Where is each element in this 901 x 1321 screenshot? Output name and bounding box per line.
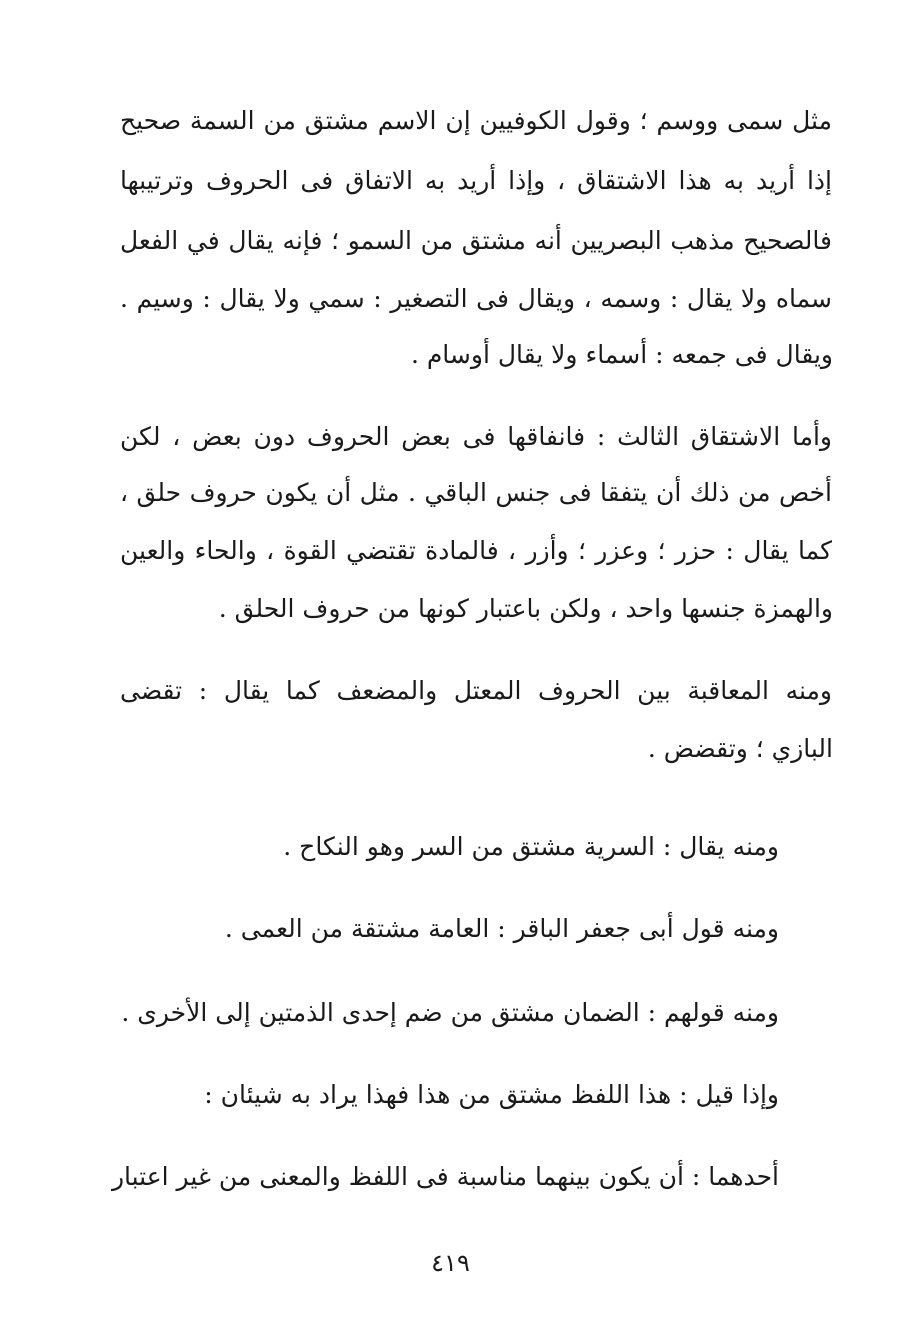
- text-line: ومنه قول أبى جعفر الباقر : العامة مشتقة من العمى .: [224, 914, 779, 943]
- text-line: كما يقال : حزر ؛ وعزر ؛ وأزر ، فالمادة تقتضي القوة ، والحاء والعين: [120, 536, 832, 565]
- page-number: ٤١٩: [431, 1249, 470, 1277]
- text-line: أخص من ذلك أن يتفقا فى جنس الباقي . مثل أن يكون حروف حلق ،: [120, 478, 832, 507]
- text-line: مثل سمى ووسم ؛ وقول الكوفيين إن الاسم مشتق من السمة صحيح: [120, 106, 832, 135]
- text-line: البازي ؛ وتقضض .: [647, 734, 833, 763]
- text-line: إذا أريد به هذا الاشتقاق ، وإذا أريد به الاتفاق فى الحروف وترتيبها: [120, 166, 832, 195]
- text-line: ومنه قولهم : الضمان مشتق من ضم إحدى الذمتين إلى الأخرى .: [121, 998, 779, 1027]
- text-line: والهمزة جنسها واحد ، ولكن باعتبار كونها من حروف الحلق .: [218, 594, 833, 623]
- text-line: ومنه يقال : السرية مشتق من السر وهو النكاح .: [283, 832, 779, 861]
- text-line: أحدهما : أن يكون بينهما مناسبة فى اللفظ والمعنى من غير اعتبار: [111, 1162, 779, 1191]
- text-line: سماه ولا يقال : وسمه ، ويقال فى التصغير : سمي ولا يقال : وسيم .: [120, 284, 832, 313]
- text-line: فالصحيح مذهب البصريين أنه مشتق من السمو ؛ فإنه يقال في الفعل: [120, 226, 832, 255]
- text-line: وإذا قيل : هذا اللفظ مشتق من هذا فهذا يراد به شيئان :: [204, 1080, 779, 1109]
- text-line: ويقال فى جمعه : أسماء ولا يقال أوسام .: [410, 340, 833, 369]
- text-line: وأما الاشتقاق الثالث : فانفاقها فى بعض الحروف دون بعض ، لكن: [120, 422, 832, 451]
- text-line: ومنه المعاقبة بين الحروف المعتل والمضعف كما يقال : تقضى: [120, 676, 832, 705]
